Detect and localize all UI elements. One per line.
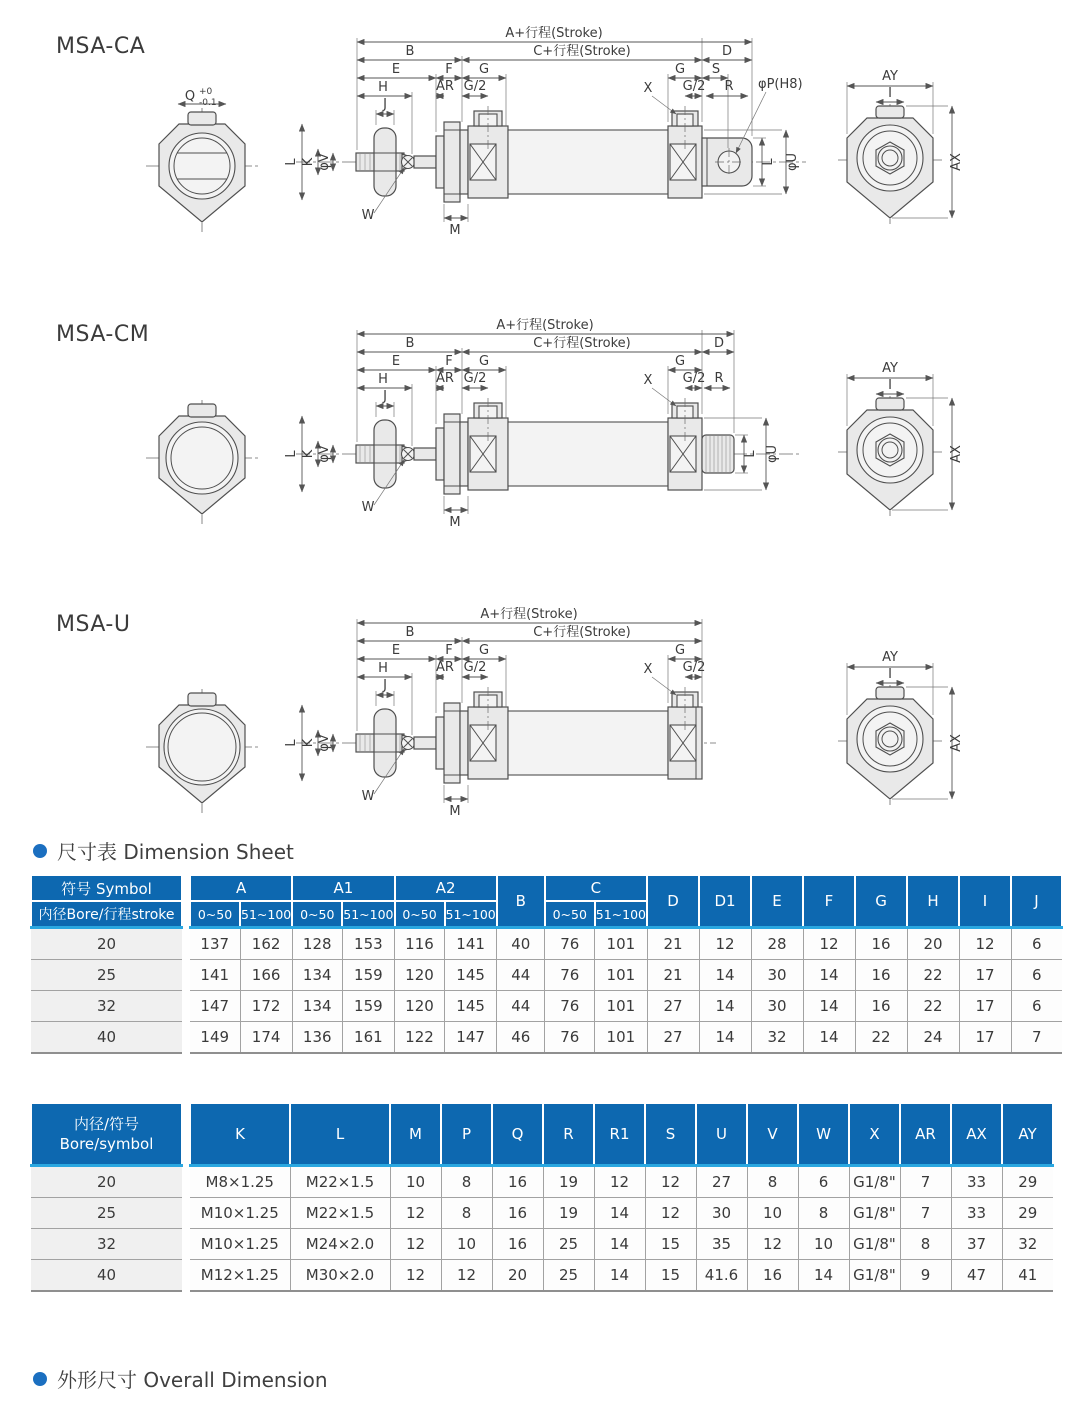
table-row: [31, 1166, 182, 1198]
table-cell: M10×1.25: [190, 1198, 290, 1229]
table-cell: M24×2.0: [290, 1229, 390, 1260]
table-cell: G1/8": [849, 1166, 900, 1198]
table-cell: 25: [543, 1260, 594, 1292]
dim-label-p-h8: φP(H8): [758, 77, 803, 92]
table-cell: 14: [803, 991, 855, 1022]
table-cell: 166: [240, 960, 292, 991]
table-cell: 153: [342, 928, 394, 960]
t2-col-header: U: [696, 1103, 747, 1166]
dim-label-a-stroke: A+行程(Stroke): [505, 26, 603, 41]
table-cell: 12: [645, 1198, 696, 1229]
t1-sub-range: 0~50: [190, 901, 240, 928]
table-cell: 30: [751, 991, 803, 1022]
dim-label-a-stroke: A+行程(Stroke): [480, 607, 578, 622]
table-cell: 101: [595, 960, 647, 991]
table-cell: 15: [645, 1229, 696, 1260]
table-cell: 128: [292, 928, 342, 960]
table-cell: M22×1.5: [290, 1166, 390, 1198]
dim-label-l-rear: L: [743, 450, 758, 458]
table-cell: 44: [497, 960, 545, 991]
table-cell: M8×1.25: [190, 1166, 290, 1198]
table-cell: 44: [497, 991, 545, 1022]
table-cell: 16: [492, 1166, 543, 1198]
table-cell: 6: [1011, 960, 1062, 991]
table-cell: 14: [798, 1260, 849, 1292]
table-cell: 101: [595, 1022, 647, 1054]
t1-data: [189, 874, 1063, 1054]
t1-sub-range: 51~100: [240, 901, 292, 928]
table-cell: 32: [31, 991, 182, 1022]
table-cell: 76: [545, 928, 595, 960]
table-cell: 20: [492, 1260, 543, 1292]
t2-col-header: R: [543, 1103, 594, 1166]
table-cell: 136: [292, 1022, 342, 1054]
table-cell: 40: [497, 928, 545, 960]
table-row: [31, 1229, 182, 1260]
table-cell: 41: [1002, 1260, 1053, 1292]
table-cell: 47: [951, 1260, 1002, 1292]
table-cell: 33: [951, 1166, 1002, 1198]
t2-col-header: AR: [900, 1103, 951, 1166]
table-cell: 32: [31, 1229, 182, 1260]
table-cell: 76: [545, 1022, 595, 1054]
table-cell: 101: [595, 991, 647, 1022]
table-row: [190, 960, 1062, 991]
dim-label-c-stroke: C+行程(Stroke): [533, 44, 631, 59]
t2-col-header: AY: [1002, 1103, 1053, 1166]
drawing-msa-ca: [0, 26, 1083, 258]
table-cell: M22×1.5: [290, 1198, 390, 1229]
dim-label-l-rear: L: [761, 158, 776, 166]
table-cell: 33: [951, 1198, 1002, 1229]
table-cell: 22: [907, 960, 959, 991]
t2-col-header: L: [290, 1103, 390, 1166]
table-cell: 10: [390, 1166, 441, 1198]
dim-label-r: R: [714, 371, 724, 386]
table-cell: 14: [699, 991, 751, 1022]
table-cell: 147: [445, 1022, 497, 1054]
table-cell: 12: [803, 928, 855, 960]
clevis-rear: [702, 138, 752, 186]
t1-sub-range: 0~50: [545, 901, 595, 928]
table-cell: 40: [31, 1022, 182, 1054]
table-cell: 16: [855, 960, 907, 991]
table-cell: 19: [543, 1166, 594, 1198]
t2-col-header: V: [747, 1103, 798, 1166]
table-cell: 20: [31, 1166, 182, 1198]
bullet-icon: [33, 1372, 47, 1386]
t2-corner-line1: 内径/符号: [73, 1114, 140, 1133]
table-cell: 15: [645, 1260, 696, 1292]
t1-col-a1: A1: [292, 875, 394, 901]
table-cell: 145: [445, 991, 497, 1022]
dim-label-c-stroke: C+行程(Stroke): [533, 625, 631, 640]
t1-corner-symbol: 符号 Symbol: [31, 875, 182, 901]
dim-label-q-tol-dn: -0.1: [199, 98, 217, 108]
table-cell: 40: [31, 1260, 182, 1292]
table-cell: 16: [855, 991, 907, 1022]
table-cell: 76: [545, 960, 595, 991]
table-cell: 162: [240, 928, 292, 960]
table-cell: 137: [190, 928, 240, 960]
t2-col-header: R1: [594, 1103, 645, 1166]
table-cell: 29: [1002, 1198, 1053, 1229]
table-row: [190, 1022, 1062, 1054]
t2-col-header: AX: [951, 1103, 1002, 1166]
table-row: [31, 991, 182, 1022]
table-row: [31, 928, 182, 960]
table-row: [31, 960, 182, 991]
t2-corner-line2: Bore/symbol: [59, 1135, 154, 1153]
table-cell: 101: [595, 928, 647, 960]
table-cell: 16: [492, 1198, 543, 1229]
dim-label-phi-u: φU: [785, 152, 800, 172]
table-cell: 25: [31, 960, 182, 991]
table-cell: 32: [751, 1022, 803, 1054]
threaded-boss-rear: [702, 435, 734, 473]
table-cell: 12: [390, 1260, 441, 1292]
table-row: [31, 1260, 182, 1292]
table-cell: 141: [445, 928, 497, 960]
table-cell: 12: [699, 928, 751, 960]
table-row: [190, 991, 1062, 1022]
table-row: [190, 1260, 1053, 1292]
table-cell: 17: [959, 960, 1011, 991]
table-cell: 8: [747, 1166, 798, 1198]
table-cell: 14: [803, 1022, 855, 1054]
table-cell: 46: [497, 1022, 545, 1054]
t2-col-header: W: [798, 1103, 849, 1166]
table-row: [190, 1198, 1053, 1229]
table-row: [190, 928, 1062, 960]
t2-corner-bore-symbol: [31, 1103, 182, 1166]
section-title: 外形尺寸 Overall Dimension: [57, 1368, 328, 1392]
table-cell: 6: [1011, 928, 1062, 960]
t1-bore-column: [30, 874, 183, 1054]
model-title-msa-ca: MSA-CA: [56, 34, 146, 59]
model-title-msa-u: MSA-U: [56, 612, 131, 637]
dim-label-phi-u: φU: [765, 444, 780, 464]
t2-col-header: S: [645, 1103, 696, 1166]
dim-label-q: Q: [184, 89, 196, 104]
t1-col-i: I: [959, 875, 1011, 928]
section-dimension-sheet: [33, 836, 294, 865]
table-cell: 6: [1011, 991, 1062, 1022]
model-title-msa-cm: MSA-CM: [56, 322, 150, 347]
table-cell: 12: [594, 1166, 645, 1198]
table-cell: 159: [342, 991, 394, 1022]
table-cell: 19: [543, 1198, 594, 1229]
table-cell: 30: [751, 960, 803, 991]
table-cell: 134: [292, 960, 342, 991]
table-cell: 134: [292, 991, 342, 1022]
dim-label-q-tol-up: +0: [199, 87, 213, 97]
table-cell: 116: [395, 928, 445, 960]
table-cell: 16: [747, 1260, 798, 1292]
table-row: [190, 1166, 1053, 1198]
dim-label-d: D: [713, 336, 725, 351]
t1-sub-range: 51~100: [595, 901, 647, 928]
table-cell: 14: [699, 1022, 751, 1054]
table-cell: 6: [798, 1166, 849, 1198]
table-cell: 8: [441, 1166, 492, 1198]
table-cell: 10: [798, 1229, 849, 1260]
table-cell: 7: [1011, 1022, 1062, 1054]
table-row: [31, 1198, 182, 1229]
table-cell: 25: [543, 1229, 594, 1260]
t1-col-a2: A2: [395, 875, 497, 901]
table-cell: 7: [900, 1198, 951, 1229]
table-cell: 27: [647, 1022, 699, 1054]
t1-col-b: B: [497, 875, 545, 928]
table-cell: 35: [696, 1229, 747, 1260]
table-cell: 17: [959, 1022, 1011, 1054]
table-cell: 12: [441, 1260, 492, 1292]
table-cell: 22: [907, 991, 959, 1022]
table-row: [190, 1229, 1053, 1260]
table-cell: 14: [699, 960, 751, 991]
dim-label-s: S: [711, 62, 721, 77]
table-cell: G1/8": [849, 1229, 900, 1260]
table-cell: 17: [959, 991, 1011, 1022]
table-cell: 147: [190, 991, 240, 1022]
t2-col-header: K: [190, 1103, 290, 1166]
table-cell: 174: [240, 1022, 292, 1054]
dimension-table-1: [30, 874, 1063, 1054]
t1-col-f: F: [803, 875, 855, 928]
table-cell: 141: [190, 960, 240, 991]
table-cell: 32: [1002, 1229, 1053, 1260]
table-cell: 27: [696, 1166, 747, 1198]
table-cell: 120: [395, 991, 445, 1022]
dim-label-a-stroke: A+行程(Stroke): [496, 318, 594, 333]
t1-col-h: H: [907, 875, 959, 928]
table-cell: 20: [31, 928, 182, 960]
table-cell: 159: [342, 960, 394, 991]
table-cell: 172: [240, 991, 292, 1022]
section-title: 尺寸表 Dimension Sheet: [57, 840, 294, 864]
table-cell: 37: [951, 1229, 1002, 1260]
table-cell: 14: [594, 1229, 645, 1260]
table-cell: 21: [647, 960, 699, 991]
table-cell: 27: [647, 991, 699, 1022]
table-cell: 7: [900, 1166, 951, 1198]
table-cell: 25: [31, 1198, 182, 1229]
table-cell: G1/8": [849, 1198, 900, 1229]
dim-label-d: D: [721, 44, 733, 59]
table-cell: G1/8": [849, 1260, 900, 1292]
table-cell: 8: [900, 1229, 951, 1260]
t1-col-a: A: [190, 875, 292, 901]
t2-col-header: X: [849, 1103, 900, 1166]
table-cell: M12×1.25: [190, 1260, 290, 1292]
dim-label-r: R: [724, 79, 734, 94]
t2-bore-column: [30, 1102, 183, 1292]
table-row: [31, 1022, 182, 1054]
table-cell: 30: [696, 1198, 747, 1229]
table-cell: 10: [441, 1229, 492, 1260]
table-cell: 10: [747, 1198, 798, 1229]
t2-col-header: M: [390, 1103, 441, 1166]
t1-col-e: E: [751, 875, 803, 928]
table-cell: 149: [190, 1022, 240, 1054]
table-cell: 21: [647, 928, 699, 960]
table-cell: 28: [751, 928, 803, 960]
table-cell: 29: [1002, 1166, 1053, 1198]
t1-col-d: D: [647, 875, 699, 928]
t1-col-j: J: [1011, 875, 1062, 928]
bullet-icon: [33, 844, 47, 858]
dim-label-c-stroke: C+行程(Stroke): [533, 336, 631, 351]
table-cell: 41.6: [696, 1260, 747, 1292]
table-cell: 9: [900, 1260, 951, 1292]
table-cell: M30×2.0: [290, 1260, 390, 1292]
table-cell: 145: [445, 960, 497, 991]
section-overall-dimension: [33, 1364, 328, 1393]
table-cell: 12: [390, 1198, 441, 1229]
drawing-msa-cm: [0, 318, 1083, 550]
table-cell: 12: [959, 928, 1011, 960]
table-cell: 16: [855, 928, 907, 960]
table-cell: 20: [907, 928, 959, 960]
table-cell: 8: [798, 1198, 849, 1229]
table-cell: 14: [594, 1198, 645, 1229]
table-cell: 12: [390, 1229, 441, 1260]
t1-col-d1: D1: [699, 875, 751, 928]
table-cell: 76: [545, 991, 595, 1022]
t2-data: [189, 1102, 1054, 1292]
table-cell: 122: [395, 1022, 445, 1054]
table-cell: 12: [747, 1229, 798, 1260]
table-cell: 22: [855, 1022, 907, 1054]
table-cell: 16: [492, 1229, 543, 1260]
dimension-table-2: [30, 1102, 1054, 1292]
t2-col-header: P: [441, 1103, 492, 1166]
table-cell: 8: [441, 1198, 492, 1229]
t1-corner-bore-stroke: 内径Bore/行程stroke: [31, 901, 182, 928]
table-cell: 120: [395, 960, 445, 991]
t1-sub-range: 51~100: [445, 901, 497, 928]
table-cell: M10×1.25: [190, 1229, 290, 1260]
table-cell: 24: [907, 1022, 959, 1054]
t1-col-g: G: [855, 875, 907, 928]
t1-sub-range: 0~50: [292, 901, 342, 928]
t2-col-header: Q: [492, 1103, 543, 1166]
t1-col-c: C: [545, 875, 647, 901]
table-cell: 12: [645, 1166, 696, 1198]
table-cell: 14: [594, 1260, 645, 1292]
drawing-msa-u: [0, 607, 1083, 832]
t1-sub-range: 0~50: [395, 901, 445, 928]
table-cell: 14: [803, 960, 855, 991]
table-cell: 161: [342, 1022, 394, 1054]
t1-sub-range: 51~100: [342, 901, 394, 928]
